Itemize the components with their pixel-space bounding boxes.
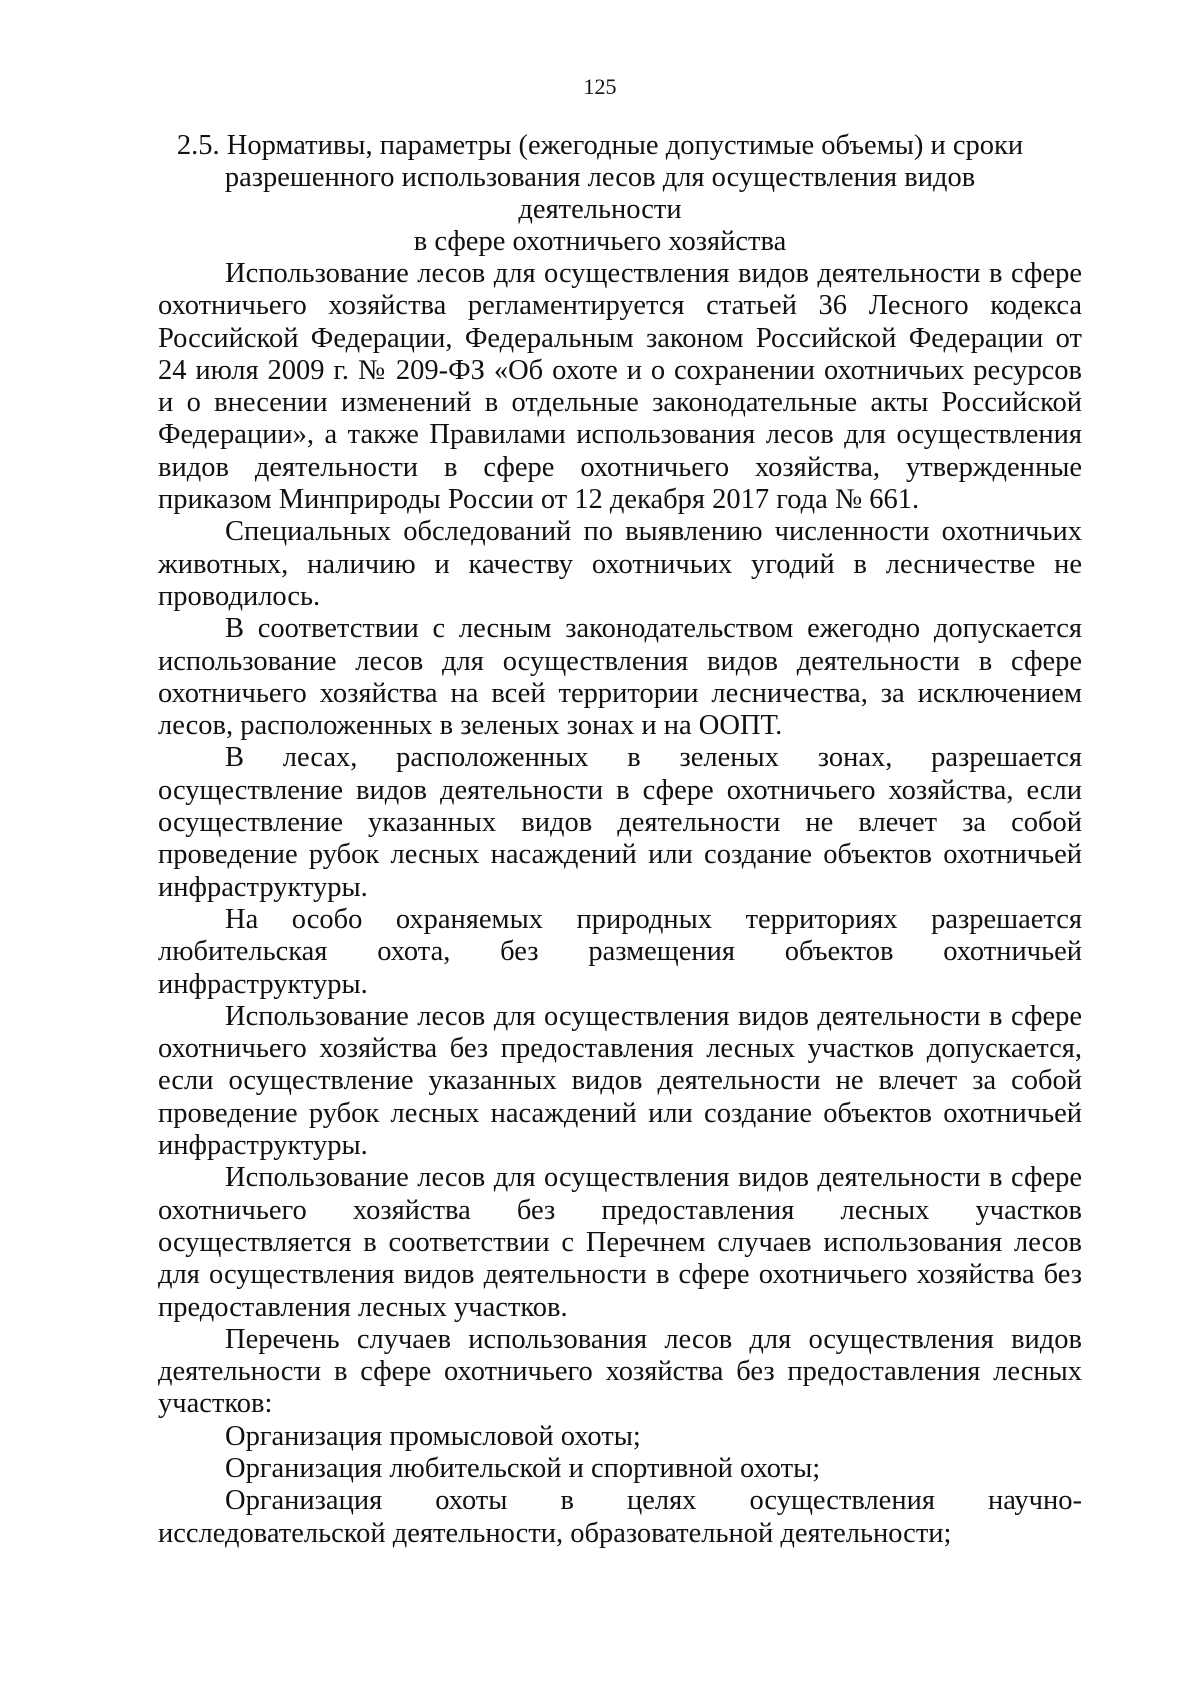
paragraph-line: осуществляется в соответствии с Перечнем случаев использования лесов — [158, 1226, 1082, 1258]
paragraph-line: видов деятельности в сфере охотничьего хозяйства, утвержденные — [158, 451, 1082, 483]
list-item: Организация любительской и спортивной охоты; — [225, 1452, 821, 1484]
paragraph — [158, 258, 1082, 516]
paragraph-line: Организация охоты в целях осуществления научно- — [225, 1485, 1082, 1517]
section-title-line: 2.5. Нормативы, параметры (ежегодные допустимые объемы) и сроки — [176, 130, 1024, 161]
paragraph-line: для осуществления видов деятельности в сфере охотничьего хозяйства без — [158, 1259, 1082, 1291]
paragraph-line: Использование лесов для осуществления видов деятельности в сфере — [225, 258, 1082, 289]
page-number: 125 — [583, 74, 617, 99]
paragraph-line: лесов, расположенных в зеленых зонах и на ООПТ. — [158, 710, 783, 742]
section-title-line: разрешенного использования лесов для осуществления видов деятельности — [224, 162, 976, 225]
paragraph — [158, 516, 1082, 613]
paragraph-line: исследовательской деятельности, образовательной деятельности; — [158, 1517, 952, 1549]
paragraph-line: если осуществление указанных видов деятельности не влечет за собой — [158, 1065, 1082, 1097]
paragraph-line: проведение рубок лесных насаждений или создание объектов охотничьей — [158, 1097, 1082, 1129]
paragraph-line: В соответствии с лесным законодательством ежегодно допускается — [225, 613, 1082, 645]
paragraph-line: осуществление видов деятельности в сфере охотничьего хозяйства, если — [158, 774, 1082, 806]
paragraph — [158, 1324, 1082, 1421]
list-item: Организация промысловой охоты; — [225, 1420, 641, 1452]
paragraph-line: проводилось. — [158, 580, 321, 612]
list-item-multiline — [158, 1485, 1082, 1550]
paragraph-line: проведение рубок лесных насаждений или создание объектов охотничьей — [158, 839, 1082, 871]
paragraph-line: деятельности в сфере охотничьего хозяйства без предоставления лесных — [158, 1356, 1082, 1388]
paragraph-line: участков: — [158, 1388, 273, 1420]
paragraph-line: охотничьего хозяйства на всей территории лесничества, за исключением — [158, 677, 1082, 709]
paragraph — [158, 1162, 1082, 1323]
paragraph-line: Специальных обследований по выявлению численности охотничьих — [225, 516, 1082, 548]
paragraph-line: На особо охраняемых природных территориях разрешается — [225, 903, 1082, 935]
paragraph-line: Использование лесов для осуществления видов деятельности в сфере — [225, 1000, 1082, 1032]
paragraph-line: инфраструктуры. — [158, 871, 368, 903]
paragraph-line: инфраструктуры. — [158, 968, 368, 1000]
paragraph-line: приказом Минприроды России от 12 декабря 2017 года № 661. — [158, 484, 920, 516]
paragraph — [158, 742, 1082, 903]
paragraph-line: и о внесении изменений в отдельные законодательные акты Российской — [158, 387, 1082, 419]
document-body — [158, 258, 1082, 1550]
section-title — [170, 130, 1030, 258]
paragraph-line: охотничьего хозяйства без предоставления лесных участков — [158, 1194, 1082, 1226]
paragraph-line: охотничьего хозяйства регламентируется статьей 36 Лесного кодекса — [158, 290, 1082, 322]
paragraph-line: осуществление указанных видов деятельности не влечет за собой — [158, 807, 1082, 839]
paragraph-line: Российской Федерации, Федеральным законом Российской Федерации от — [158, 322, 1082, 354]
paragraph-line: 24 июля 2009 г. № 209-ФЗ «Об охоте и о сохранении охотничьих ресурсов — [158, 354, 1082, 386]
paragraph-line: Перечень случаев использования лесов для осуществления видов — [225, 1323, 1082, 1355]
paragraph-line: охотничьего хозяйства без предоставления лесных участков допускается, — [158, 1033, 1082, 1065]
paragraph-line: любительская охота, без размещения объектов охотничьей — [158, 936, 1082, 968]
paragraph — [158, 904, 1082, 1001]
paragraph-line: Использование лесов для осуществления видов деятельности в сфере — [225, 1162, 1082, 1194]
paragraph-line: предоставления лесных участков. — [158, 1291, 568, 1323]
paragraph-line: использование лесов для осуществления видов деятельности в сфере — [158, 645, 1082, 677]
paragraph-line: животных, наличию и качеству охотничьих угодий в лесничестве не — [158, 548, 1082, 580]
paragraph-line: В лесах, расположенных в зеленых зонах, разрешается — [225, 742, 1082, 774]
paragraph — [158, 1001, 1082, 1162]
paragraph-line: Федерации», а также Правилами использования лесов для осуществления — [158, 419, 1082, 451]
section-title-line: в сфере охотничьего хозяйства — [413, 226, 787, 257]
paragraph — [158, 613, 1082, 742]
paragraph-line: инфраструктуры. — [158, 1130, 368, 1162]
